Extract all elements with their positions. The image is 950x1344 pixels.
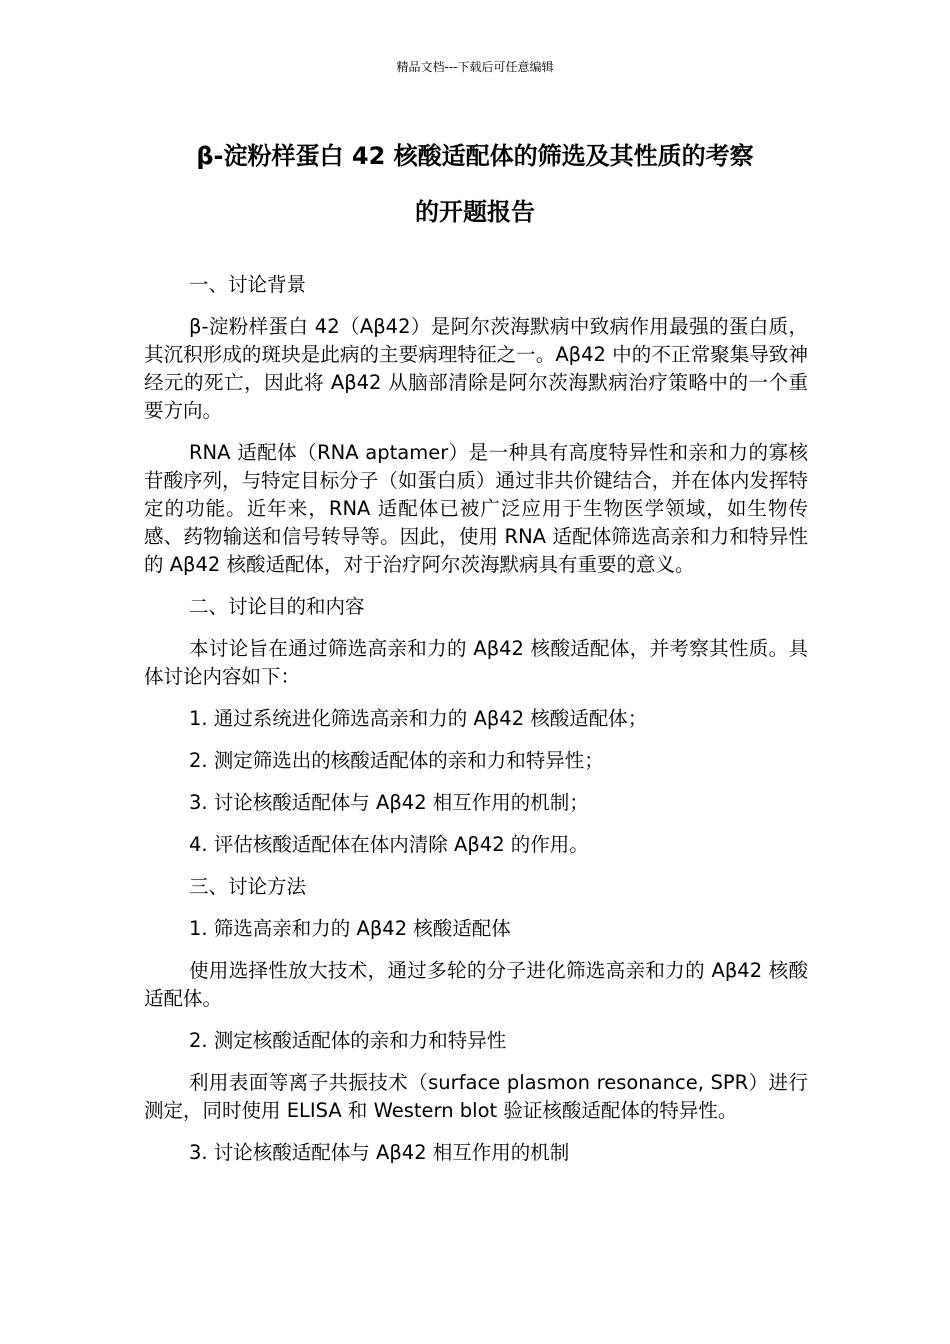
section-heading-methods: 三、讨论方法 bbox=[189, 875, 307, 898]
paragraph-method-2: 利用表面等离子共振技术（surface plasmon resonance, SPR）进行测定，同时使用 ELISA 和 Western blot 验证核酸适配体的特异性。 bbox=[144, 1071, 808, 1122]
method-heading-1: 1. 筛选高亲和力的 Aβ42 核酸适配体 bbox=[189, 917, 511, 940]
list-item-objective-4: 4. 评估核酸适配体在体内清除 Aβ42 的作用。 bbox=[189, 833, 589, 856]
document-body bbox=[144, 271, 808, 1181]
document-title-line-1: β-淀粉样蛋白 42 核酸适配体的筛选及其性质的考察 bbox=[196, 142, 754, 170]
paragraph-method-1: 使用选择性放大技术，通过多轮的分子进化筛选高亲和力的 Aβ42 核酸适配体。 bbox=[144, 959, 808, 1010]
document-title-line-2: 的开题报告 bbox=[415, 198, 535, 226]
list-item-objective-3: 3. 讨论核酸适配体与 Aβ42 相互作用的机制； bbox=[189, 791, 589, 814]
method-heading-2: 2. 测定核酸适配体的亲和力和特异性 bbox=[189, 1029, 507, 1052]
section-heading-objectives: 二、讨论目的和内容 bbox=[189, 595, 365, 618]
paragraph-abeta42-background: β-淀粉样蛋白 42（Aβ42）是阿尔茨海默病中致病作用最强的蛋白质，其沉积形成的斑块是此病的主要病理特征之一。Aβ42 中的不正常聚集导致神经元的死亡，因此将 Aβ42 从脑部清除是阿尔茨海默病治疗策略中的一个重要方向。 bbox=[144, 315, 808, 422]
list-item-objective-1: 1. 通过系统进化筛选高亲和力的 Aβ42 核酸适配体； bbox=[189, 707, 648, 730]
method-heading-3: 3. 讨论核酸适配体与 Aβ42 相互作用的机制 bbox=[189, 1141, 570, 1164]
paragraph-rna-aptamer: RNA 适配体（RNA aptamer）是一种具有高度特异性和亲和力的寡核苷酸序列，与特定目标分子（如蛋白质）通过非共价键结合，并在体内发挥特定的功能。近年来，RNA 适配体已被广泛应用于生物医学领域，如生物传感、药物输送和信号转导等。因此，使用 RNA 适配体筛选高亲和力和特异性的 Aβ42 核酸适配体，对于治疗阿尔茨海默病具有重要的意义。 bbox=[144, 441, 808, 576]
paragraph-objectives-intro: 本讨论旨在通过筛选高亲和力的 Aβ42 核酸适配体，并考察其性质。具体讨论内容如下： bbox=[144, 637, 808, 688]
section-heading-background: 一、讨论背景 bbox=[189, 273, 307, 296]
list-item-objective-2: 2. 测定筛选出的核酸适配体的亲和力和特异性； bbox=[189, 749, 604, 772]
header-note: 精品文档---下载后可任意编辑 bbox=[396, 60, 554, 74]
